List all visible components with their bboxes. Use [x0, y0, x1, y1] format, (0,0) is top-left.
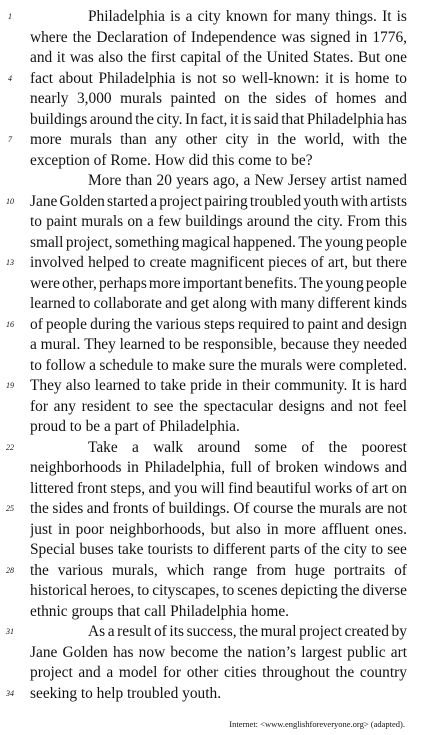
line-text: were other, perhaps more important benefits. The young people — [30, 274, 407, 292]
passage-line — [0, 355, 436, 376]
line-text: littered front steps, and you will find beautiful works of art on — [30, 479, 407, 497]
line-text: for any resident to see the spectacular designs and not feel — [30, 397, 407, 415]
passage-line — [0, 683, 436, 704]
line-text: Jane Golden started a project pairing troubled youth with artists — [30, 192, 407, 210]
line-number: 7 — [8, 135, 12, 144]
line-text: Special buses take tourists to different parts of the city to see — [30, 541, 407, 558]
line-text: of people during the various steps required to paint and design — [30, 315, 407, 333]
line-number: 1 — [8, 12, 12, 21]
passage-line — [0, 457, 436, 478]
passage-line — [0, 396, 436, 417]
passage-line — [0, 539, 436, 560]
line-text: involved helped to create magnificent pieces of art, but there — [30, 254, 407, 271]
line-text: nearly 3,000 murals painted on the sides of homes and — [30, 90, 407, 107]
passage-line — [0, 293, 436, 314]
line-text: Philadelphia is a city known for many things. It is — [88, 8, 407, 25]
passage-line — [0, 170, 436, 191]
line-text: small project, something magical happened. The young people — [30, 233, 407, 251]
line-number: 19 — [6, 381, 14, 390]
passage-line — [0, 109, 436, 130]
line-text: historical heroes, to cityscapes, to scenes depicting the diverse — [30, 582, 407, 599]
passage-line — [0, 232, 436, 253]
passage-line — [0, 129, 436, 150]
passage-line — [0, 252, 436, 273]
line-number: 34 — [6, 688, 14, 698]
passage-line — [0, 88, 436, 109]
passage-line — [0, 519, 436, 540]
passage-line — [0, 642, 436, 663]
passage-line — [0, 437, 436, 458]
source-credit: Internet: <www.englishforeveryone.org> (adapted). — [229, 719, 405, 729]
line-text: learned to collaborate and get along with many different kinds — [30, 295, 407, 312]
line-number: 28 — [6, 565, 14, 575]
passage-line — [0, 334, 436, 355]
line-number: 22 — [6, 442, 14, 452]
line-text: seeking to help troubled youth. — [30, 684, 222, 702]
passage-line — [0, 416, 436, 437]
passage-line — [0, 150, 436, 171]
passage-line — [0, 621, 436, 642]
passage-line — [0, 68, 436, 89]
line-text: the various murals, which range from huge portraits of — [30, 561, 407, 579]
line-text: a mural. They learned to be responsible, because they needed — [30, 336, 407, 353]
passage-line — [0, 478, 436, 499]
passage-line — [0, 580, 436, 601]
line-text: buildings around the city. In fact, it is said that Philadelphia has — [30, 110, 407, 128]
line-text: to paint murals on a few buildings around the city. From this — [30, 213, 407, 230]
line-text: project and a model for other cities throughout the country — [30, 664, 407, 681]
line-text: fact about Philadelphia is not so well-known: it is home to — [30, 69, 407, 87]
line-text: exception of Rome. How did this come to be? — [30, 151, 313, 169]
line-text: where the Declaration of Independence was signed in 1776, — [30, 28, 407, 46]
passage-line — [0, 47, 436, 68]
passage-line — [0, 498, 436, 519]
passage-line — [0, 662, 436, 683]
line-text: They also learned to take pride in their community. It is hard — [30, 377, 407, 394]
passage-line — [0, 375, 436, 396]
line-number: 10 — [6, 196, 14, 206]
line-text: More than 20 years ago, a New Jersey artist named — [88, 172, 407, 189]
line-number: 16 — [6, 319, 14, 329]
line-text: Take a walk around some of the poorest — [88, 438, 407, 456]
passage-line — [0, 27, 436, 48]
line-text: neighborhoods in Philadelphia, full of broken windows and — [30, 459, 407, 476]
passage-line — [0, 273, 436, 294]
line-text: Jane Golden has now become the nation’s largest public art — [30, 643, 407, 661]
line-text: just in poor neighborhoods, but also in more affluent ones. — [30, 520, 407, 538]
line-text: ethnic groups that call Philadelphia home. — [30, 602, 290, 620]
line-text: more murals than any other city in the world, with the — [30, 131, 407, 148]
line-text: As a result of its success, the mural project created by — [88, 623, 407, 640]
line-number: 4 — [8, 73, 12, 83]
line-text: the sides and fronts of buildings. Of course the murals are not — [30, 500, 407, 517]
passage-line — [0, 191, 436, 212]
line-text: and it was also the first capital of the United States. But one — [30, 49, 407, 66]
line-text: to follow a schedule to make sure the murals were completed. — [30, 356, 407, 374]
passage-line — [0, 6, 436, 27]
passage-line — [0, 211, 436, 232]
line-number: 31 — [6, 627, 14, 636]
passage-line — [0, 314, 436, 335]
passage-line — [0, 560, 436, 581]
line-text: proud to be a part of Philadelphia. — [30, 418, 240, 435]
line-number: 25 — [6, 504, 14, 513]
line-number: 13 — [6, 258, 14, 267]
passage-line — [0, 601, 436, 622]
